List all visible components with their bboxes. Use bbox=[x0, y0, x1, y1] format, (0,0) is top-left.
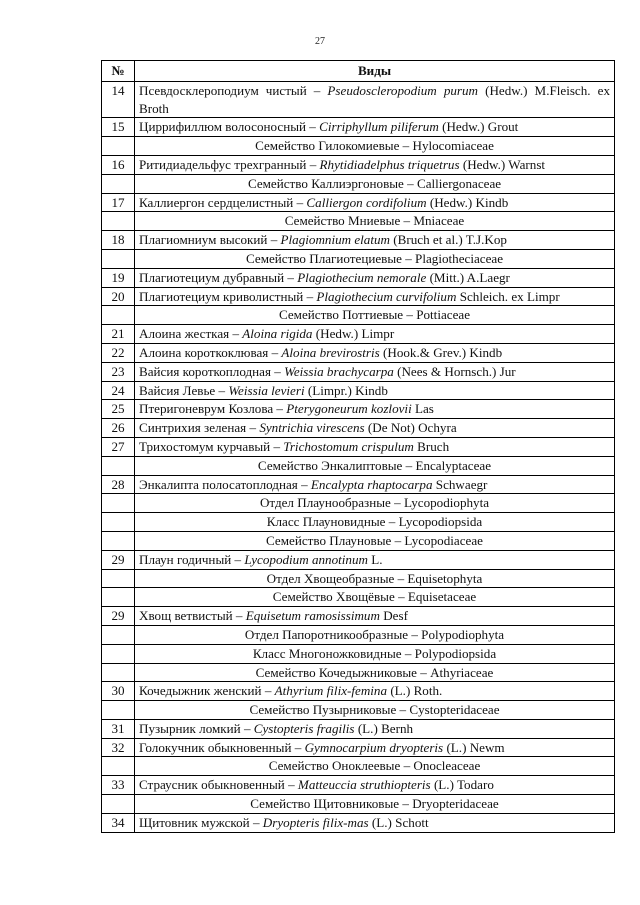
taxon-group-name: Отдел Папоротникообразные – Polypodiophyta bbox=[135, 625, 615, 644]
row-number: 24 bbox=[102, 381, 135, 400]
species-name-ru: Плагиотециум дубравный bbox=[139, 269, 285, 285]
species-name-ru: Кочедыжник женский bbox=[139, 683, 262, 699]
group-name-ru: Отдел Папоротникообразные bbox=[244, 626, 409, 642]
species-name-ru: Циррифиллюм волосоносный bbox=[139, 119, 307, 135]
species-author: (Nees & Hornsch.) Jur bbox=[397, 363, 516, 379]
group-name-latin: Onocleaceae bbox=[413, 758, 481, 774]
row-number: 29 bbox=[102, 550, 135, 569]
taxon-group-row bbox=[102, 531, 615, 550]
taxon-group-name: Семейство Поттиевые – Pottiaceae bbox=[135, 306, 615, 325]
species-name-latin: Plagiothecium curvifolium bbox=[316, 288, 457, 304]
taxon-group-row bbox=[102, 513, 615, 532]
table-row bbox=[102, 400, 615, 419]
taxon-group-name: Семейство Гилокомиевые – Hylocomiaceae bbox=[135, 137, 615, 156]
group-name-ru: Отдел Хвощеобразные bbox=[266, 570, 395, 586]
group-name-ru: Отдел Плаунообразные bbox=[259, 495, 391, 511]
taxon-group-row bbox=[102, 212, 615, 231]
group-name-ru: Семейство Поттиевые bbox=[278, 307, 404, 323]
taxon-group-name: Семейство Плауновые – Lycopodiaceae bbox=[135, 531, 615, 550]
species-name-ru: Алоина короткоклювая bbox=[139, 344, 269, 360]
species-author: Bruch bbox=[417, 438, 450, 454]
species-name-latin: Calliergon cordifolium bbox=[306, 194, 427, 210]
group-name-latin: Dryopteridaceae bbox=[412, 796, 499, 812]
group-name-latin: Lycopodiopsida bbox=[398, 514, 483, 530]
table-header-row bbox=[102, 61, 615, 82]
group-name-latin: Lycopodiophyta bbox=[403, 495, 490, 511]
species-author: (Hook.& Grev.) Kindb bbox=[383, 344, 503, 360]
species-name: Вайсия короткоплодная – Weissia brachycarpa (Nees & Hornsch.) Jur bbox=[135, 362, 615, 381]
species-name-latin: Cystopteris fragilis bbox=[253, 720, 355, 736]
row-number: 21 bbox=[102, 325, 135, 344]
species-name-latin: Cirriphyllum piliferum bbox=[319, 119, 439, 135]
species-name: Пузырник ломкий – Cystopteris fragilis (L.) Bernh bbox=[135, 719, 615, 738]
group-name-ru: Класс Плауновидные bbox=[266, 514, 386, 530]
species-author: Desf bbox=[383, 608, 408, 624]
species-name: Плаун годичный – Lycopodium annotinum L. bbox=[135, 550, 615, 569]
group-name-ru: Семейство Каллиэргоновые bbox=[247, 175, 404, 191]
species-name-ru: Ритидиадельфус трехгранный bbox=[139, 156, 307, 172]
row-number: 16 bbox=[102, 155, 135, 174]
taxon-group-name: Отдел Плаунообразные – Lycopodiophyta bbox=[135, 494, 615, 513]
page-number: 27 bbox=[315, 36, 325, 47]
group-name-latin: Encalyptaceae bbox=[415, 457, 492, 473]
species-author: (De Not) Ochyra bbox=[367, 420, 457, 436]
taxon-group-row bbox=[102, 757, 615, 776]
row-number bbox=[102, 494, 135, 513]
group-name-latin: Calliergonaceae bbox=[416, 175, 502, 191]
species-name-ru: Алоина жесткая bbox=[139, 326, 230, 342]
species-name-ru: Голокучник обыкновенный bbox=[139, 739, 292, 755]
species-author: (Hedw.) Limpr bbox=[315, 326, 395, 342]
species-name-ru: Вайсия короткоплодная bbox=[139, 363, 272, 379]
species-author: Las bbox=[414, 401, 434, 417]
table-row bbox=[102, 231, 615, 250]
row-number bbox=[102, 137, 135, 156]
species-author: (Mitt.) A.Laegr bbox=[429, 269, 510, 285]
taxon-group-name: Семейство Плагиотециевые – Plagiotheciaceae bbox=[135, 249, 615, 268]
taxon-group-name: Семейство Кочедыжниковые – Athyriaceae bbox=[135, 663, 615, 682]
taxon-group-row bbox=[102, 137, 615, 156]
species-name-ru: Хвощ ветвистый bbox=[139, 608, 233, 624]
species-name-latin: Athyrium filix-femina bbox=[274, 683, 388, 699]
taxon-group-row bbox=[102, 456, 615, 475]
row-number bbox=[102, 701, 135, 720]
species-author: (L.) Todaro bbox=[433, 777, 494, 793]
table-row bbox=[102, 343, 615, 362]
species-name: Синтрихия зеленая – Syntrichia virescens (De Not) Ochyra bbox=[135, 419, 615, 438]
row-number bbox=[102, 757, 135, 776]
species-name-ru: Пузырник ломкий bbox=[139, 720, 241, 736]
species-name-ru: Страусник обыкновенный bbox=[139, 777, 285, 793]
species-author: L. bbox=[371, 551, 383, 567]
taxon-group-name: Семейство Хвощёвые – Equisetaceae bbox=[135, 588, 615, 607]
taxon-group-name: Класс Плауновидные – Lycopodiopsida bbox=[135, 513, 615, 532]
species-name-latin: Dryopteris filix-mas bbox=[262, 814, 369, 830]
species-name-ru: Вайсия Левье bbox=[139, 382, 216, 398]
species-author: (L.) Bernh bbox=[357, 720, 414, 736]
table-row bbox=[102, 118, 615, 137]
column-header-number: № bbox=[102, 61, 135, 82]
species-author: (L.) Roth. bbox=[390, 683, 443, 699]
row-number: 20 bbox=[102, 287, 135, 306]
species-name-latin: Rhytidiadelphus triquetrus bbox=[319, 156, 460, 172]
species-author: Schleich. ex Limpr bbox=[459, 288, 560, 304]
species-name-ru: Синтрихия зеленая bbox=[139, 420, 247, 436]
group-name-ru: Семейство Пузырниковые bbox=[249, 702, 397, 718]
row-number bbox=[102, 513, 135, 532]
species-name: Хвощ ветвистый – Equisetum ramosissimum Desf bbox=[135, 607, 615, 626]
group-name-latin: Hylocomiaceae bbox=[412, 138, 494, 154]
species-name: Плагиотециум криволистный – Plagiothecium curvifolium Schleich. ex Limpr bbox=[135, 287, 615, 306]
group-name-ru: Семейство Оноклеевые bbox=[268, 758, 401, 774]
species-name-latin: Lycopodium annotinum bbox=[244, 551, 368, 567]
species-author: (L.) Schott bbox=[371, 814, 429, 830]
species-name-latin: Equisetum ramosissimum bbox=[245, 608, 380, 624]
group-name-latin: Polypodiophyta bbox=[421, 626, 505, 642]
table-row bbox=[102, 81, 615, 118]
table-row bbox=[102, 325, 615, 344]
table-row bbox=[102, 682, 615, 701]
table-row bbox=[102, 475, 615, 494]
species-name-ru: Плагиомниум высокий bbox=[139, 232, 268, 248]
species-name: Ритидиадельфус трехгранный – Rhytidiadelphus triquetrus (Hedw.) Warnst bbox=[135, 155, 615, 174]
species-author: Schwaegr bbox=[435, 476, 488, 492]
group-name-ru: Семейство Щитовниковые bbox=[250, 796, 400, 812]
taxon-group-name: Класс Многоножковидные – Polypodiopsida bbox=[135, 644, 615, 663]
taxon-group-row bbox=[102, 663, 615, 682]
species-author: (Limpr.) Kindb bbox=[307, 382, 388, 398]
species-name: Алоина жесткая – Aloina rigida (Hedw.) Limpr bbox=[135, 325, 615, 344]
table-row bbox=[102, 287, 615, 306]
taxon-group-row bbox=[102, 795, 615, 814]
table-row bbox=[102, 719, 615, 738]
species-name-latin: Aloina rigida bbox=[242, 326, 313, 342]
group-name-latin: Equisetophyta bbox=[407, 570, 483, 586]
table-row bbox=[102, 776, 615, 795]
species-name-ru: Плагиотециум криволистный bbox=[139, 288, 304, 304]
species-author: (Hedw.) Kindb bbox=[429, 194, 509, 210]
row-number bbox=[102, 174, 135, 193]
row-number bbox=[102, 795, 135, 814]
species-name: Энкалипта полосатоплодная – Encalypta rhaptocarpa Schwaegr bbox=[135, 475, 615, 494]
species-name-latin: Matteuccia struthiopteris bbox=[297, 777, 431, 793]
table-row bbox=[102, 155, 615, 174]
taxon-group-row bbox=[102, 701, 615, 720]
taxon-group-row bbox=[102, 569, 615, 588]
row-number bbox=[102, 212, 135, 231]
group-name-latin: Cystopteridaceae bbox=[409, 702, 500, 718]
group-name-latin: Pottiaceae bbox=[416, 307, 471, 323]
species-name-latin: Plagiomnium elatum bbox=[280, 232, 390, 248]
table-row bbox=[102, 738, 615, 757]
row-number: 14 bbox=[102, 81, 135, 118]
row-number: 28 bbox=[102, 475, 135, 494]
species-name: Кочедыжник женский – Athyrium filix-femina (L.) Roth. bbox=[135, 682, 615, 701]
species-name: Голокучник обыкновенный – Gymnocarpium dryopteris (L.) Newm bbox=[135, 738, 615, 757]
species-name: Страусник обыкновенный – Matteuccia struthiopteris (L.) Todaro bbox=[135, 776, 615, 795]
group-name-latin: Equisetaceae bbox=[407, 589, 477, 605]
taxon-group-row bbox=[102, 249, 615, 268]
row-number: 23 bbox=[102, 362, 135, 381]
taxon-group-name: Семейство Пузырниковые – Cystopteridaceae bbox=[135, 701, 615, 720]
species-name: Трихостомум курчавый – Trichostomum crispulum Bruch bbox=[135, 437, 615, 456]
species-name: Каллиергон сердцелистный – Calliergon cordifolium (Hedw.) Kindb bbox=[135, 193, 615, 212]
row-number: 15 bbox=[102, 118, 135, 137]
group-name-ru: Семейство Хвощёвые bbox=[272, 589, 395, 605]
group-name-latin: Lycopodiaceae bbox=[404, 532, 483, 548]
row-number bbox=[102, 249, 135, 268]
group-name-latin: Plagiotheciaceae bbox=[415, 250, 504, 266]
taxon-group-name: Семейство Энкалиптовые – Encalyptaceae bbox=[135, 456, 615, 475]
table-body bbox=[102, 81, 615, 832]
taxon-group-name: Семейство Каллиэргоновые – Calliergonaceae bbox=[135, 174, 615, 193]
taxon-group-row bbox=[102, 174, 615, 193]
species-name-latin: Pterygoneurum kozlovii bbox=[286, 401, 412, 417]
species-name-latin: Aloina brevirostris bbox=[281, 344, 380, 360]
table-row bbox=[102, 193, 615, 212]
taxon-group-name: Семейство Щитовниковые – Dryopteridaceae bbox=[135, 795, 615, 814]
species-author: (Hedw.) Grout bbox=[442, 119, 519, 135]
taxon-group-row bbox=[102, 494, 615, 513]
table-row bbox=[102, 268, 615, 287]
row-number: 29 bbox=[102, 607, 135, 626]
species-name: Циррифиллюм волосоносный – Cirriphyllum piliferum (Hedw.) Grout bbox=[135, 118, 615, 137]
taxon-group-name: Семейство Оноклеевые – Onocleaceae bbox=[135, 757, 615, 776]
group-name-ru: Класс Многоножковидные bbox=[252, 645, 402, 661]
group-name-ru: Семейство Энкалиптовые bbox=[257, 457, 403, 473]
species-name: Плагиотециум дубравный – Plagiothecium nemorale (Mitt.) A.Laegr bbox=[135, 268, 615, 287]
group-name-ru: Семейство Плагиотециевые bbox=[245, 250, 402, 266]
row-number bbox=[102, 306, 135, 325]
group-name-latin: Polypodiopsida bbox=[414, 645, 497, 661]
table-row bbox=[102, 550, 615, 569]
row-number: 27 bbox=[102, 437, 135, 456]
taxon-group-row bbox=[102, 588, 615, 607]
species-name: Алоина короткоклювая – Aloina brevirostris (Hook.& Grev.) Kindb bbox=[135, 343, 615, 362]
species-name-latin: Weissia levieri bbox=[228, 382, 305, 398]
species-name-latin: Syntrichia virescens bbox=[259, 420, 365, 436]
taxon-group-name: Отдел Хвощеобразные – Equisetophyta bbox=[135, 569, 615, 588]
row-number: 19 bbox=[102, 268, 135, 287]
group-name-ru: Семейство Гилокомиевые bbox=[255, 138, 400, 154]
row-number bbox=[102, 625, 135, 644]
row-number: 33 bbox=[102, 776, 135, 795]
row-number: 34 bbox=[102, 813, 135, 832]
row-number: 30 bbox=[102, 682, 135, 701]
species-name-ru: Птеригоневрум Козлова bbox=[139, 401, 274, 417]
group-name-latin: Mniaceae bbox=[413, 213, 465, 229]
row-number bbox=[102, 456, 135, 475]
row-number: 31 bbox=[102, 719, 135, 738]
group-name-ru: Семейство Кочедыжниковые bbox=[255, 664, 417, 680]
table-row bbox=[102, 437, 615, 456]
row-number: 18 bbox=[102, 231, 135, 250]
table-row bbox=[102, 607, 615, 626]
species-name-ru: Энкалипта полосатоплодная bbox=[139, 476, 298, 492]
species-name-ru: Трихостомум курчавый bbox=[139, 438, 271, 454]
row-number: 17 bbox=[102, 193, 135, 212]
group-name-ru: Семейство Плауновые bbox=[266, 532, 392, 548]
species-name: Псевдосклероподиум чистый – Pseudoscleropodium purum (Hedw.) M.Fleisch. ex Broth bbox=[135, 81, 615, 118]
species-author: (Bruch et al.) T.J.Kop bbox=[393, 232, 507, 248]
species-name-ru: Плаун годичный bbox=[139, 551, 232, 567]
table-row bbox=[102, 362, 615, 381]
row-number bbox=[102, 531, 135, 550]
row-number: 25 bbox=[102, 400, 135, 419]
species-name-ru: Щитовник мужской bbox=[139, 814, 250, 830]
taxon-group-name: Семейство Мниевые – Mniaceae bbox=[135, 212, 615, 231]
table-row bbox=[102, 813, 615, 832]
species-name-latin: Trichostomum crispulum bbox=[283, 438, 414, 454]
taxon-group-row bbox=[102, 625, 615, 644]
species-name-latin: Weissia brachycarpa bbox=[284, 363, 394, 379]
group-name-ru: Семейство Мниевые bbox=[284, 213, 401, 229]
species-name: Вайсия Левье – Weissia levieri (Limpr.) Kindb bbox=[135, 381, 615, 400]
row-number bbox=[102, 569, 135, 588]
row-number bbox=[102, 644, 135, 663]
row-number bbox=[102, 588, 135, 607]
row-number bbox=[102, 663, 135, 682]
species-name-latin: Plagiothecium nemorale bbox=[297, 269, 427, 285]
species-name: Щитовник мужской – Dryopteris filix-mas (L.) Schott bbox=[135, 813, 615, 832]
species-author: (Hedw.) Warnst bbox=[462, 156, 546, 172]
row-number: 26 bbox=[102, 419, 135, 438]
taxon-group-row bbox=[102, 306, 615, 325]
species-name-latin: Pseudoscleropodium purum bbox=[327, 82, 479, 98]
species-name: Птеригоневрум Козлова – Pterygoneurum kozlovii Las bbox=[135, 400, 615, 419]
species-author: (L.) Newm bbox=[446, 739, 505, 755]
species-name-ru: Псевдосклероподиум чистый bbox=[139, 82, 307, 98]
species-name-latin: Gymnocarpium dryopteris bbox=[304, 739, 444, 755]
row-number: 22 bbox=[102, 343, 135, 362]
group-name-latin: Athyriaceae bbox=[430, 664, 494, 680]
column-header-species: Виды bbox=[135, 61, 615, 82]
species-author: (Hedw.) M.Fleisch. ex Broth bbox=[139, 82, 610, 116]
species-name-latin: Encalypta rhaptocarpa bbox=[310, 476, 433, 492]
species-name-ru: Каллиергон сердцелистный bbox=[139, 194, 294, 210]
row-number: 32 bbox=[102, 738, 135, 757]
table-row bbox=[102, 419, 615, 438]
table-row bbox=[102, 381, 615, 400]
species-name: Плагиомниум высокий – Plagiomnium elatum (Bruch et al.) T.J.Kop bbox=[135, 231, 615, 250]
taxon-group-row bbox=[102, 644, 615, 663]
species-table bbox=[101, 60, 615, 833]
